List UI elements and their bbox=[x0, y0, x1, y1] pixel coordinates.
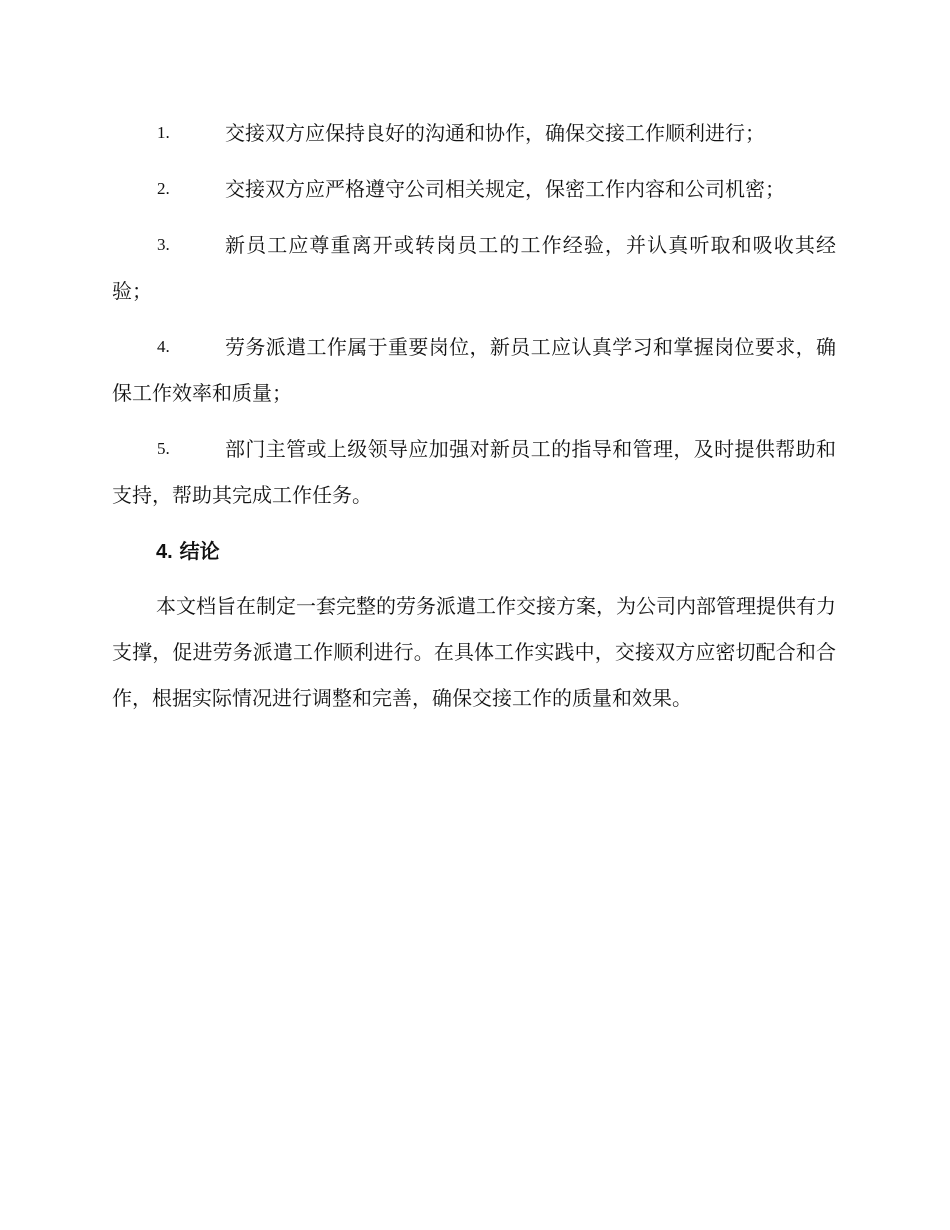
list-item-number: 1. bbox=[157, 123, 170, 142]
list-item bbox=[112, 166, 836, 212]
document-content bbox=[112, 110, 836, 721]
list-item-text: 劳务派遣工作属于重要岗位，新员工应认真学习和掌握岗位要求，确保工作效率和质量； bbox=[112, 335, 836, 405]
list-item-number: 5. bbox=[157, 439, 170, 458]
list-item bbox=[112, 222, 836, 314]
list-item-text: 部门主管或上级领导应加强对新员工的指导和管理，及时提供帮助和支持，帮助其完成工作任务。 bbox=[112, 437, 836, 507]
list-item-text: 新员工应尊重离开或转岗员工的工作经验，并认真听取和吸收其经验； bbox=[112, 233, 836, 303]
conclusion-paragraph: 本文档旨在制定一套完整的劳务派遣工作交接方案，为公司内部管理提供有力支撑，促进劳务派遣工作顺利进行。在具体工作实践中，交接双方应密切配合和合作，根据实际情况进行调整和完善，确保交接工作的质量和效果。 bbox=[112, 594, 836, 710]
list-item bbox=[112, 426, 836, 518]
list-item-number: 2. bbox=[157, 179, 170, 198]
conclusion-heading-title: 结论 bbox=[179, 539, 220, 563]
conclusion-heading-number: 4. bbox=[156, 541, 173, 563]
list-item bbox=[112, 110, 836, 156]
list-item-text: 交接双方应严格遵守公司相关规定，保密工作内容和公司机密； bbox=[225, 177, 785, 201]
list-item-text: 交接双方应保持良好的沟通和协作，确保交接工作顺利进行； bbox=[225, 121, 765, 145]
list-item-number: 4. bbox=[157, 337, 170, 356]
conclusion-heading bbox=[112, 528, 836, 575]
list-item bbox=[112, 324, 836, 416]
list-item-number: 3. bbox=[157, 235, 170, 254]
